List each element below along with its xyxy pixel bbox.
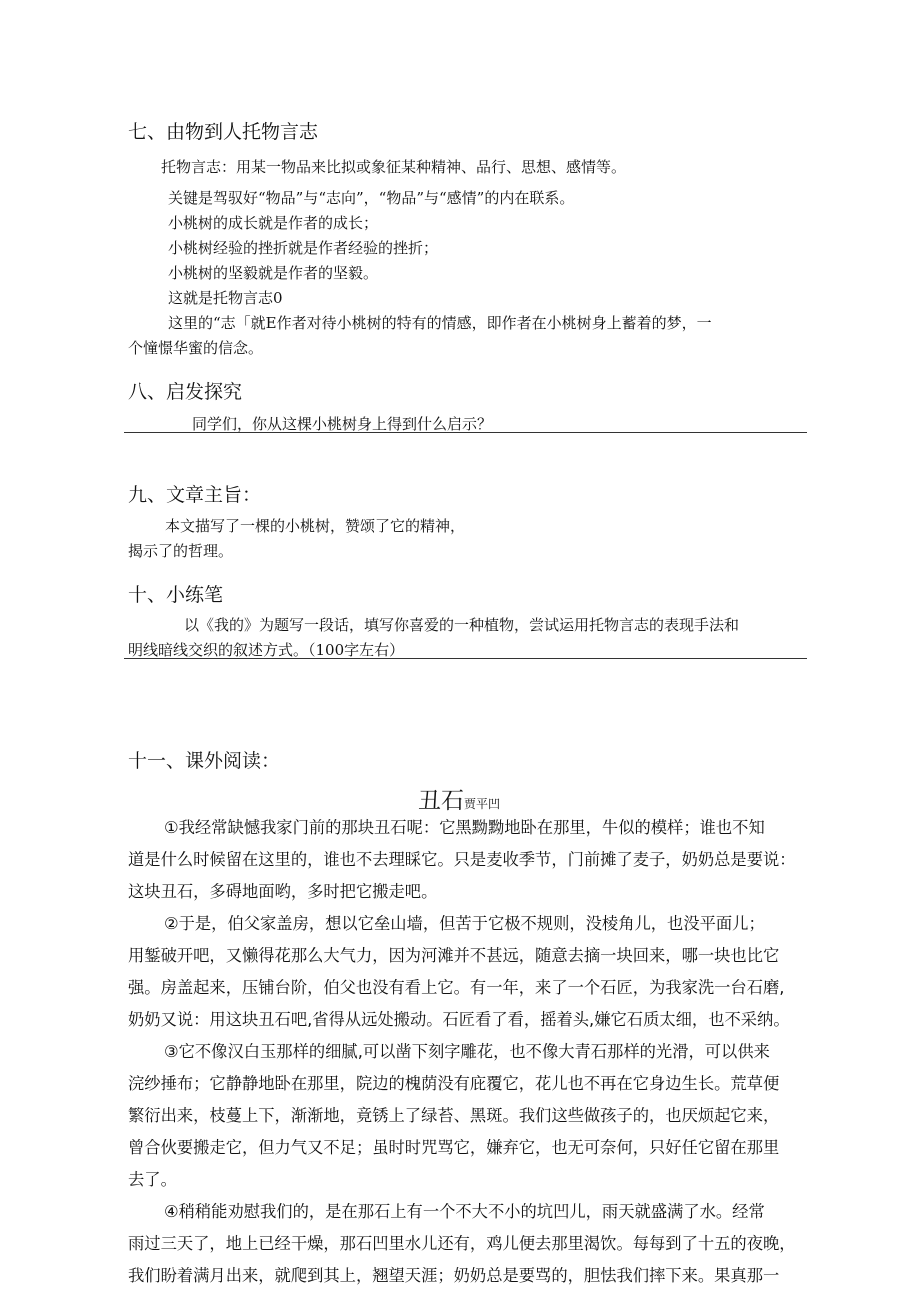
reading-title-text: 丑石 [418, 788, 464, 814]
reading-line: 奶奶又说：用这块丑石吧,省得从远处搬动。石匠看了看，摇着头,嫌它石质太细，也不采纳。 [128, 1010, 790, 1029]
section-heading-8: 八、启发探究 [128, 381, 243, 403]
reading-line: ④稍稍能劝慰我们的，是在那石上有一个不大不小的坑凹儿，雨天就盛满了水。经常 [164, 1202, 765, 1221]
reading-line: 去了。 [128, 1170, 177, 1189]
paragraph-line: 关键是驾驭好“物品”与“志向”，“物品”与“感情”的内在联系。 [168, 189, 575, 207]
paragraph-line: 本文描写了一棵的小桃树，赞颂了它的精神， [165, 517, 466, 535]
section-heading-7: 七、由物到人托物言志 [128, 121, 319, 143]
reading-line: 繁衍出来，枝蔓上下，渐渐地，竟锈上了绿苔、黑斑。我们这些做孩子的，也厌烦起它来， [128, 1106, 780, 1125]
paragraph-line: 明线暗线交织的叙述方式。（100字左右） [128, 641, 405, 659]
reading-line: 曾合伙要搬走它，但力气又不足；虽时时咒骂它，嫌弃它，也无可奈何，只好任它留在那里 [128, 1138, 780, 1157]
paragraph-line: 以《我的》为题写一段话，填写你喜爱的一种植物，尝试运用托物言志的表现手法和 [184, 616, 740, 634]
reading-body [128, 812, 818, 1292]
reading-author: 贾平凹 [464, 797, 501, 811]
reading-line: ③它不像汉白玉那样的细腻,可以凿下刻字雕花，也不像大青石那样的光滑，可以供来 [164, 1042, 770, 1061]
reading-line: 用錾破开吧，又懒得花那么大气力，因为河滩并不甚远，随意去摘一块回来，哪一块也比它 [128, 946, 780, 965]
answer-rule [124, 658, 807, 659]
paragraph-line: 揭示了的哲理。 [128, 542, 234, 560]
reading-line: 道是什么时候留在这里的，谁也不去理睬它。只是麦收季节，门前摊了麦子，奶奶总是要说： [128, 850, 796, 869]
paragraph-line: 小桃树的坚毅就是作者的坚毅。 [168, 264, 379, 282]
reading-line: 这块丑石，多碍地面哟，多时把它搬走吧。 [128, 882, 438, 901]
section-heading-9: 九、文章主旨： [128, 484, 262, 506]
section-heading-11: 十一、课外阅读： [128, 750, 281, 772]
paragraph-line: 小桃树的成长就是作者的成长； [168, 214, 379, 232]
reading-line: 我们盼着满月出来，就爬到其上，翘望天涯；奶奶总是要骂的，胆怯我们摔下来。果真那一 [128, 1266, 780, 1285]
section-heading-10: 十、小练笔 [128, 584, 224, 606]
reading-line: 雨过三天了，地上已经干燥，那石凹里水儿还有，鸡儿便去那里渴饮。每每到了十五的夜晚， [128, 1234, 796, 1253]
paragraph-line: 小桃树经验的挫折就是作者经验的挫折； [168, 239, 439, 257]
reading-line: ②于是，伯父家盖房，想以它垒山墙，但苦于它极不规则，没棱角儿，也没平面儿； [164, 914, 765, 933]
reading-line: 浣纱捶布；它静静地卧在那里，院边的槐荫没有庇覆它，花儿也不再在它身边生长。荒草便 [128, 1074, 780, 1093]
answer-rule [124, 432, 807, 433]
paragraph-line: 个憧憬华蜜的信念。 [128, 339, 264, 357]
reading-title [418, 782, 500, 815]
reading-line: 强。房盖起来，压铺台阶，伯父也没有看上它。有一年，来了一个石匠，为我家洗一台石磨, [128, 978, 785, 997]
paragraph-line: 托物言志：用某一物品来比拟或象征某种精神、品行、思想、感情等。 [161, 158, 627, 176]
reading-line: ①我经常缺憾我家门前的那块丑石呢：它黑黝黝地卧在那里，牛似的模样；谁也不知 [164, 818, 765, 837]
paragraph-line: 这就是托物言志0 [168, 289, 283, 307]
prompt-line: 同学们，你从这棵小桃树身上得到什么启示？ [192, 415, 493, 433]
paragraph-line: 这里的“志「就E作者对待小桃树的特有的情感，即作者在小桃树身上蓄着的梦，一 [168, 314, 712, 332]
